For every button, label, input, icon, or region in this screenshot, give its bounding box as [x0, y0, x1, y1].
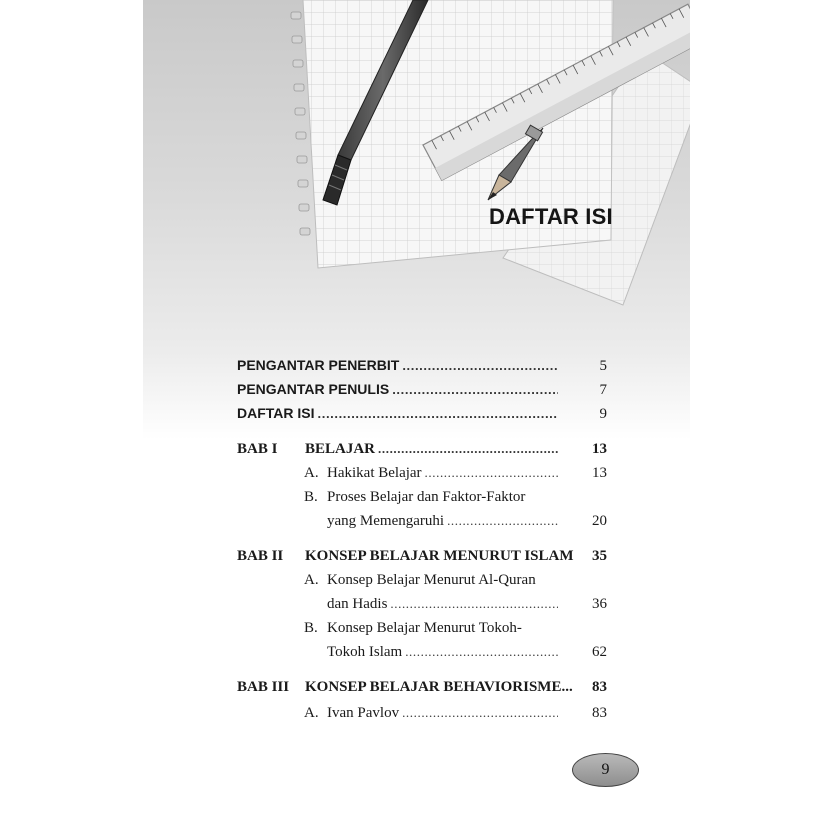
leader-dots — [402, 705, 558, 721]
section-title-line[interactable]: Konsep Belajar Menurut Al-Quran — [327, 572, 536, 588]
chapter-title: BELAJAR — [305, 441, 376, 457]
toc-section-al-quran-hadis[interactable] — [327, 596, 607, 613]
section-letter: A. — [304, 465, 319, 481]
section-title: yang Memengaruhi — [327, 513, 445, 529]
toc-entry-page: 9 — [599, 406, 607, 422]
chapter-number: BAB I — [237, 441, 278, 457]
toc-chapter-konsep-belajar-behaviorisme[interactable] — [305, 679, 607, 696]
toc-chapter-konsep-belajar-menurut-islam[interactable] — [305, 548, 607, 565]
leader-dots — [390, 596, 558, 612]
leader-dots — [318, 406, 558, 421]
toc-entry-page: 5 — [599, 358, 607, 374]
page-title: DAFTAR ISI — [489, 204, 613, 229]
section-title-line[interactable]: Proses Belajar dan Faktor-Faktor — [327, 489, 526, 505]
section-page: 62 — [592, 644, 607, 660]
chapter-number: BAB III — [237, 679, 290, 695]
leader-dots — [402, 358, 558, 373]
toc-section-hakikat-belajar[interactable] — [327, 465, 607, 482]
section-letter: B. — [304, 489, 318, 505]
section-title: Tokoh Islam — [327, 644, 403, 660]
toc-chapter-belajar[interactable] — [305, 441, 607, 458]
leader-dots — [447, 513, 558, 529]
leader-dots — [378, 441, 558, 457]
chapter-page: 13 — [592, 441, 607, 457]
toc-entry-daftar-isi[interactable] — [237, 405, 607, 423]
toc-entry-pengantar-penerbit[interactable] — [237, 357, 607, 375]
page-number-badge — [572, 753, 639, 787]
section-title-line[interactable]: Konsep Belajar Menurut Tokoh- — [327, 620, 522, 636]
chapter-number: BAB II — [237, 548, 284, 564]
chapter-page: 83 — [592, 679, 607, 695]
section-page: 83 — [592, 705, 607, 721]
notebook-illustration — [143, 0, 690, 330]
toc-section-proses-belajar[interactable] — [327, 513, 607, 530]
section-letter: B. — [304, 620, 318, 636]
section-letter: A. — [304, 705, 319, 721]
section-title: Ivan Pavlov — [327, 705, 400, 721]
section-title: Hakikat Belajar — [327, 465, 422, 481]
book-page — [143, 0, 690, 832]
section-page: 20 — [592, 513, 607, 529]
section-page: 13 — [592, 465, 607, 481]
leader-dots — [425, 465, 558, 481]
toc-section-ivan-pavlov[interactable] — [327, 705, 607, 722]
chapter-title: KONSEP BELAJAR BEHAVIORISME... — [305, 679, 573, 695]
chapter-title: KONSEP BELAJAR MENURUT ISLAM — [305, 548, 574, 564]
section-title: dan Hadis — [327, 596, 388, 612]
toc-entry-page: 7 — [599, 382, 607, 398]
toc-entry-label: PENGANTAR PENULIS — [237, 381, 390, 397]
toc-entry-pengantar-penulis[interactable] — [237, 381, 607, 399]
toc-section-tokoh-islam[interactable] — [327, 644, 607, 661]
chapter-page: 35 — [592, 548, 607, 564]
leader-dots — [392, 382, 558, 397]
toc-entry-label: DAFTAR ISI — [237, 405, 315, 421]
page-number: 9 — [601, 761, 610, 778]
toc-entry-label: PENGANTAR PENERBIT — [237, 357, 400, 373]
section-page: 36 — [592, 596, 607, 612]
section-letter: A. — [304, 572, 319, 588]
leader-dots — [405, 644, 558, 660]
